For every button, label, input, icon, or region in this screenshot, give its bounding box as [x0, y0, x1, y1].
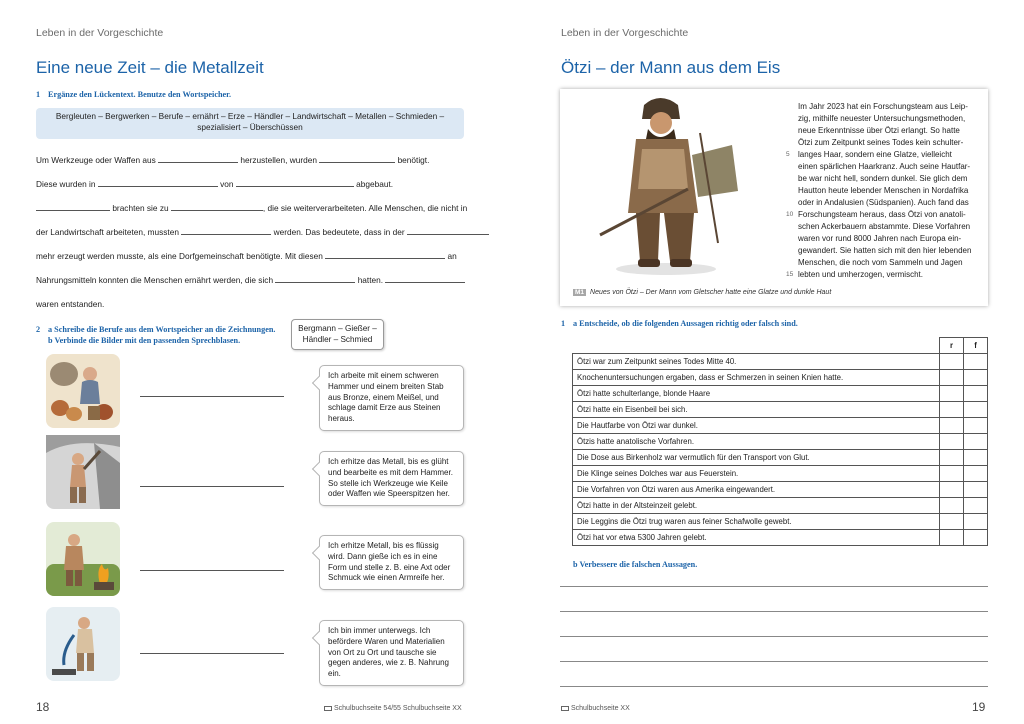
checkbox-f[interactable]	[964, 370, 988, 386]
statement: Ötzi hatte schulterlange, blonde Haare	[573, 386, 940, 402]
table-row	[573, 354, 988, 370]
table-row	[573, 450, 988, 466]
text-line: schen Ackerbauern abstammte. Diese Vorfahren	[798, 222, 971, 231]
line-number: 5	[786, 151, 790, 158]
task-text: Ergänze den Lückentext. Benutze den Wortspeicher.	[48, 90, 232, 99]
answer-line[interactable]	[140, 570, 284, 571]
checkbox-r[interactable]	[940, 434, 964, 450]
statement: Die Vorfahren von Ötzi waren aus Amerika eingewandert.	[573, 482, 940, 498]
word-bank-jobs	[291, 319, 384, 350]
writing-line[interactable]	[560, 661, 988, 662]
table-row	[573, 530, 988, 546]
checkbox-r[interactable]	[940, 450, 964, 466]
speech-bubble[interactable]: Ich arbeite mit einem schweren Hammer und einem breiten Stab aus Bronze, einem Meißel, und schlage damit Erze aus Steinen heraus.	[319, 365, 464, 431]
reference-text: Schulbuchseite XX	[571, 705, 630, 712]
statement: Ötzi hatte ein Eisenbeil bei sich.	[573, 402, 940, 418]
table-row	[573, 482, 988, 498]
cloze-text: Diese wurden in	[36, 179, 96, 189]
statement: Ötzi hat vor etwa 5300 Jahren gelebt.	[573, 530, 940, 546]
writing-line[interactable]	[560, 586, 988, 587]
cloze-blank[interactable]	[275, 275, 355, 283]
word-bank-line: spezialisiert – Überschüssen	[197, 122, 303, 133]
text-line: lebten und umherzogen, vermischt.	[798, 270, 923, 279]
table-row	[573, 434, 988, 450]
checkbox-f[interactable]	[964, 530, 988, 546]
book-icon	[324, 706, 332, 711]
text-line: neue Erkenntnisse über Ötzi erlangt. So hatte	[798, 126, 960, 135]
checkbox-f[interactable]	[964, 498, 988, 514]
speech-bubble[interactable]: Ich erhitze Metall, bis es flüssig wird. Dann gieße ich es in eine Form und stelle z. B. eine Axt oder Schmuck wie einen Armreife her.	[319, 535, 464, 590]
checkbox-r[interactable]	[940, 482, 964, 498]
speech-bubble[interactable]: Ich erhitze das Metall, bis es glüht und bearbeite es mit dem Hammer. So stelle ich Werkzeuge wie Keile oder Waffen wie Speerspitzen her.	[319, 451, 464, 506]
writing-line[interactable]	[560, 611, 988, 612]
checkbox-f[interactable]	[964, 434, 988, 450]
cloze-blank[interactable]	[181, 227, 271, 235]
checkbox-f[interactable]	[964, 514, 988, 530]
checkbox-f[interactable]	[964, 418, 988, 434]
table-row	[573, 514, 988, 530]
statement: Ötzis hatte anatolische Vorfahren.	[573, 434, 940, 450]
book-icon	[561, 706, 569, 711]
task-text: a Entscheide, ob die folgenden Aussagen richtig oder falsch sind.	[573, 319, 798, 328]
cloze-text: werden. Das bedeutete, dass in der	[273, 227, 405, 237]
statement: Ötzi hatte in der Altsteinzeit gelebt.	[573, 498, 940, 514]
table-row	[573, 418, 988, 434]
figure-caption	[573, 289, 831, 296]
task-number: 1	[561, 319, 566, 328]
cloze-line	[36, 155, 476, 165]
cloze-text: mehr erzeugt werden musste, als eine Dorfgemeinschaft benötigte. Mit diesen	[36, 251, 323, 261]
word-bank-line: Bergmann – Gießer –	[298, 324, 377, 333]
checkbox-f[interactable]	[964, 386, 988, 402]
text-line: Hautton heute lebender Menschen in Nordafrika	[798, 186, 969, 195]
running-head-right: Leben in der Vorgeschichte	[561, 27, 689, 39]
checkbox-r[interactable]	[940, 354, 964, 370]
cloze-blank[interactable]	[98, 179, 218, 187]
checkbox-f[interactable]	[964, 450, 988, 466]
miner-illustration	[44, 433, 122, 511]
text-line: oder in Andalusien (Südspanien). Auch fand das	[798, 198, 969, 207]
trader-illustration	[44, 352, 122, 430]
cloze-blank[interactable]	[319, 155, 395, 163]
statement: Die Klinge seines Dolches war aus Feuerstein.	[573, 466, 940, 482]
cloze-text: von	[220, 179, 234, 189]
cloze-line	[36, 227, 476, 237]
cloze-line	[36, 299, 476, 309]
table-row	[573, 498, 988, 514]
cloze-text: , die sie weiterverarbeiteten. Alle Menschen, die nicht in	[262, 203, 468, 213]
cloze-blank[interactable]	[407, 227, 489, 235]
checkbox-r[interactable]	[940, 498, 964, 514]
caption-text: Neues von Ötzi – Der Mann vom Gletscher hatte eine Glatze und dunkle Haut	[590, 289, 832, 296]
text-line: langes Haar, sondern eine Glatze, vielleicht	[798, 150, 952, 159]
checkbox-r[interactable]	[940, 402, 964, 418]
line-number: 10	[786, 211, 794, 218]
task-1-instruction-right	[561, 318, 798, 329]
text-line: Forschungsteam heraus, dass Ötzi von anatoli-	[798, 210, 966, 219]
text-line: zig, mithilfe neuester Untersuchungsmethoden,	[798, 114, 966, 123]
checkbox-f[interactable]	[964, 354, 988, 370]
task-text: b Verbinde die Bilder mit den passenden Sprechblasen.	[48, 336, 241, 346]
task-2-instruction	[36, 324, 275, 346]
word-bank	[36, 108, 464, 139]
checkbox-f[interactable]	[964, 466, 988, 482]
text-line: waren vor rund 8000 Jahren nach Europa ein-	[798, 234, 962, 243]
statement: Die Dose aus Birkenholz war vermutlich für den Transport von Glut.	[573, 450, 940, 466]
cloze-line	[36, 275, 476, 285]
task-number: 1	[36, 90, 41, 99]
writing-line[interactable]	[560, 686, 988, 687]
cloze-blank[interactable]	[36, 203, 110, 211]
text-line: Im Jahr 2023 hat ein Forschungsteam aus Leip-	[798, 102, 968, 111]
statement: Die Leggins die Ötzi trug waren aus feiner Schafwolle gewebt.	[573, 514, 940, 530]
text-line: gewandert. Sie hatten sich mit den hier lebenden	[798, 246, 972, 255]
cloze-text: der Landwirtschaft arbeiteten, mussten	[36, 227, 179, 237]
answer-line[interactable]	[140, 653, 284, 654]
column-header-f: f	[964, 338, 988, 354]
cloze-line	[36, 203, 476, 213]
text-line: be war nicht hell, sondern dunkel. Sie glich dem	[798, 174, 968, 183]
textbook-reference-right	[561, 705, 630, 712]
statement: Die Hautfarbe von Ötzi war dunkel.	[573, 418, 940, 434]
text-line: einen spärlichen Haarkranz. Auch seine Hautfar-	[798, 162, 971, 171]
task-text: a Schreibe die Berufe aus dem Wortspeicher an die Zeichnungen.	[48, 325, 276, 334]
cloze-line	[36, 251, 476, 261]
task-number: 2	[36, 325, 41, 334]
column-header-r: r	[940, 338, 964, 354]
checkbox-r[interactable]	[940, 418, 964, 434]
cloze-line	[36, 179, 476, 189]
cloze-text: herzustellen, wurden	[240, 155, 317, 165]
speech-bubble[interactable]: Ich bin immer unterwegs. Ich befördere Waren und Materialien von Ort zu Ort und tausche sie gegen anderes, wie z. B. Nahrung ein.	[319, 620, 464, 686]
task-1b-instruction: b Verbessere die falschen Aussagen.	[573, 560, 698, 569]
cloze-blank[interactable]	[236, 179, 354, 187]
table-row	[573, 466, 988, 482]
oetzi-illustration	[596, 93, 746, 279]
answer-line[interactable]	[140, 486, 284, 487]
cloze-text: brachten sie zu	[112, 203, 169, 213]
task-1-instruction	[36, 89, 231, 100]
checkbox-f[interactable]	[964, 482, 988, 498]
cloze-blank[interactable]	[325, 251, 445, 259]
checkbox-r[interactable]	[940, 466, 964, 482]
reference-text: Schulbuchseite 54/55 Schulbuchseite XX	[334, 705, 462, 712]
material-text	[798, 101, 974, 281]
table-row	[573, 370, 988, 386]
table-row	[573, 386, 988, 402]
cloze-text: Nahrungsmitteln konnten die Menschen ernährt werden, die sich	[36, 275, 274, 285]
page-title-left: Eine neue Zeit – die Metallzeit	[36, 58, 264, 77]
cloze-text: abgebaut.	[356, 179, 394, 189]
writing-line[interactable]	[560, 636, 988, 637]
page-title-right: Ötzi – der Mann aus dem Eis	[561, 58, 781, 77]
cloze-text: waren entstanden.	[36, 299, 105, 309]
statement: Ötzi war zum Zeitpunkt seines Todes Mitte 40.	[573, 354, 940, 370]
page-number-left: 18	[36, 700, 50, 714]
word-bank-line: Bergleuten – Bergwerken – Berufe – ernährt – Erze – Händler – Landwirtschaft – Metallen – Schmieden –	[55, 111, 445, 121]
text-line: Menschen, die noch vom Sammeln und Jagen	[798, 258, 963, 267]
line-number: 15	[786, 271, 794, 278]
running-head-left: Leben in der Vorgeschichte	[36, 27, 164, 39]
table-row	[573, 402, 988, 418]
checkbox-r[interactable]	[940, 530, 964, 546]
cloze-blank[interactable]	[158, 155, 238, 163]
smith-illustration	[44, 605, 122, 683]
material-tag: M1	[575, 289, 585, 296]
caster-illustration	[44, 520, 122, 598]
cloze-text: benötigt.	[397, 155, 430, 165]
cloze-text: an	[447, 251, 457, 261]
statement: Knochenuntersuchungen ergaben, dass er Schmerzen in seinen Knien hatte.	[573, 370, 940, 386]
textbook-reference-left	[324, 705, 462, 712]
cloze-blank[interactable]	[171, 203, 263, 211]
cloze-text: hatten.	[357, 275, 384, 285]
word-bank-line: Händler – Schmied	[302, 335, 373, 345]
checkbox-r[interactable]	[940, 370, 964, 386]
checkbox-r[interactable]	[940, 514, 964, 530]
cloze-blank[interactable]	[385, 275, 465, 283]
table-header-row	[573, 338, 988, 354]
checkbox-r[interactable]	[940, 386, 964, 402]
table-header-blank	[573, 338, 940, 354]
true-false-table	[572, 337, 988, 546]
text-line: Ötzi zum Zeitpunkt seines Todes kein schulter-	[798, 138, 964, 147]
checkbox-f[interactable]	[964, 402, 988, 418]
page-number-right: 19	[972, 700, 986, 714]
answer-line[interactable]	[140, 396, 284, 397]
cloze-text: Um Werkzeuge oder Waffen aus	[36, 155, 156, 165]
